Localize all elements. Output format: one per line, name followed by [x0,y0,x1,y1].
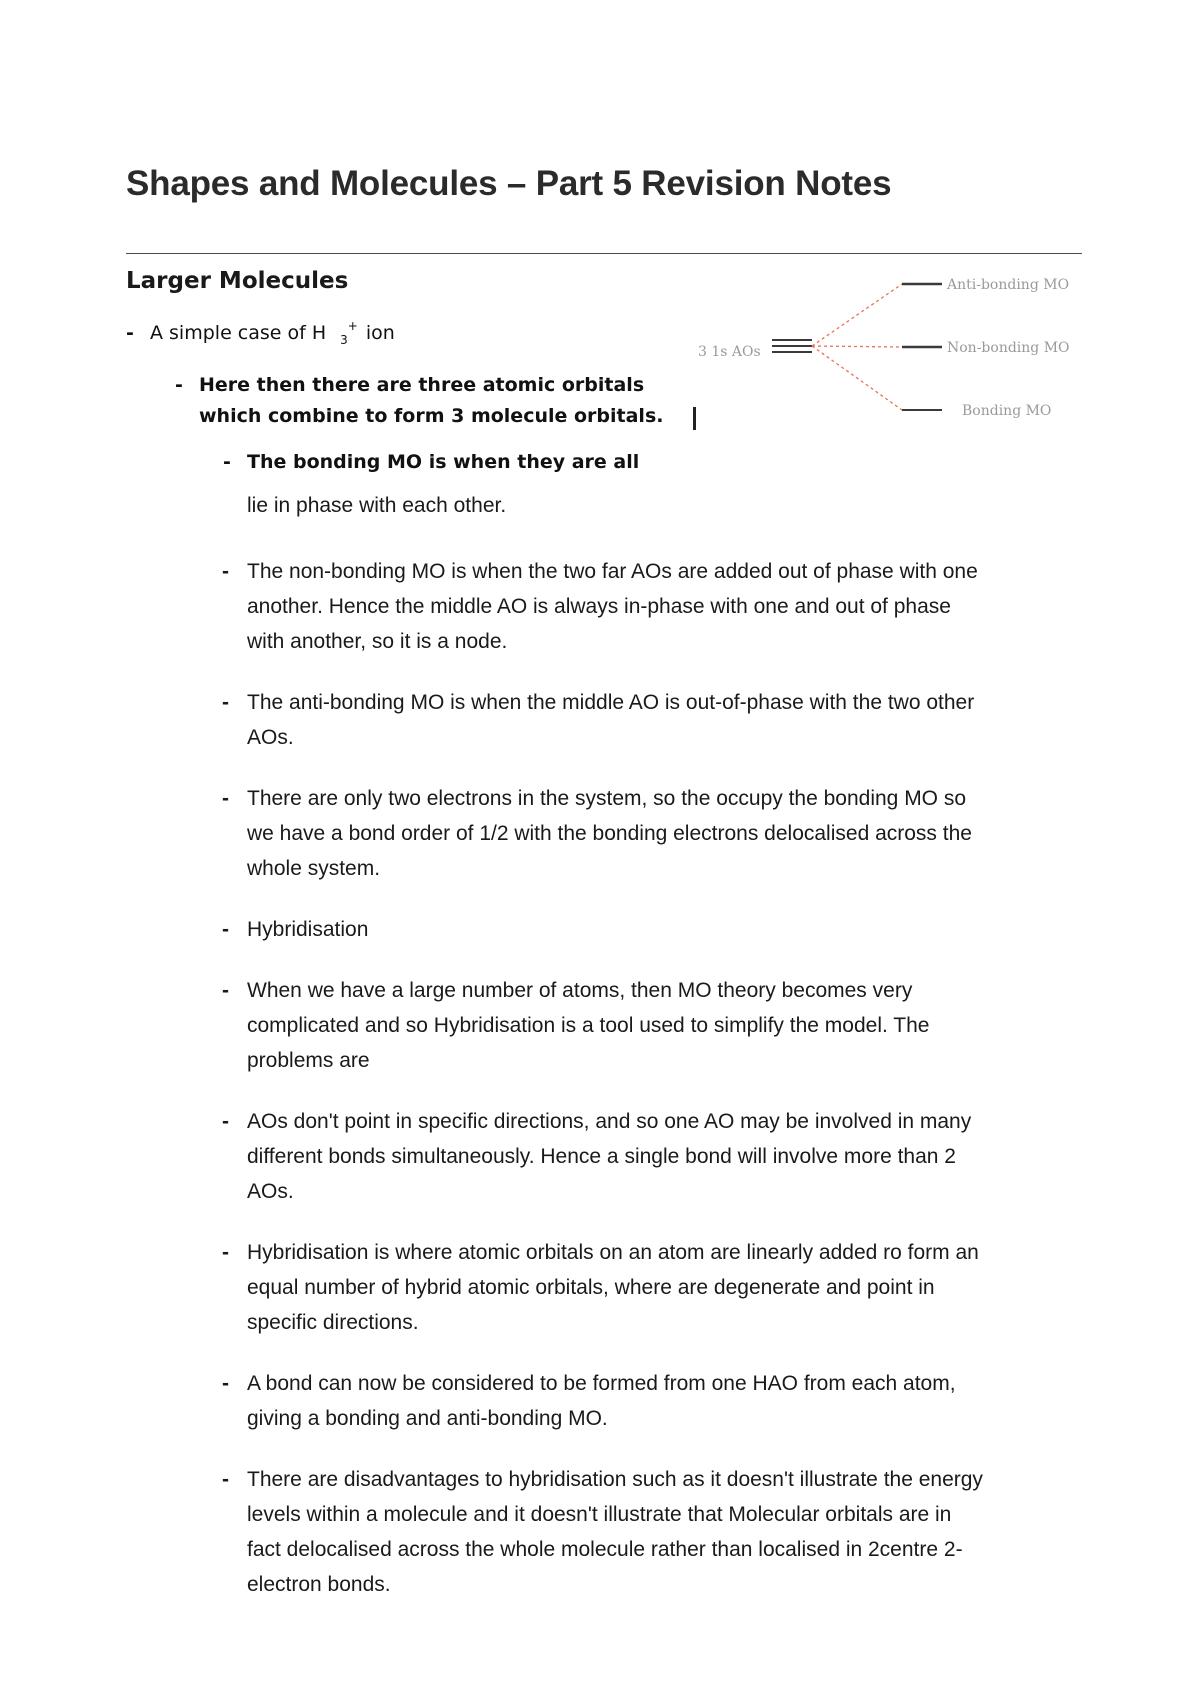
level1-suffix: ion [365,322,395,344]
item-line: AOs don't point in specific directions, and so one AO may be involved in many [247,1110,972,1133]
list-item [222,1462,1102,1602]
bullet-dash: - [126,322,134,344]
item-line: There are disadvantages to hybridisation such as it doesn't illustrate the energy [247,1468,983,1491]
section-heading: Larger Molecules [126,268,349,294]
item-line: another. Hence the middle AO is always in-phase with one and out of phase [247,595,951,618]
bullet-dash: - [222,1110,229,1133]
bullet-dash: - [222,979,229,1002]
list-item [222,1235,1102,1340]
item-line: Hybridisation is where atomic orbitals on an atom are linearly added ro form an [247,1241,979,1264]
item-line: specific directions. [247,1311,419,1334]
item-line: whole system. [247,857,381,880]
level2-line: Here then there are three atomic orbitals [199,374,645,396]
connector-nonbonding [812,346,902,347]
item-line: When we have a large number of atoms, then MO theory becomes very [247,979,913,1002]
item-line: A bond can now be considered to be formed from one HAO from each atom, [247,1372,956,1395]
bullet-dash: - [222,560,229,583]
list-item [222,912,1102,947]
outline-level1 [126,319,395,347]
bullet-dash: - [223,451,231,473]
item-line: levels within a molecule and it doesn't illustrate that Molecular orbitals are in [247,1503,952,1526]
item-line: complicated and so Hybridisation is a tool used to simplify the model. The [247,1014,930,1037]
bonding-label: Bonding MO [962,403,1052,419]
item-line: with another, so it is a node. [247,630,508,653]
bullet-dash: - [222,918,229,941]
item-line: we have a bond order of 1/2 with the bonding electrons delocalised across the [247,822,972,845]
mo-connectors [812,284,902,410]
bullet-dash: - [222,787,229,810]
level1-subscript: 3 [340,333,348,347]
title-divider [126,253,1082,254]
bullet-dash: - [222,1372,229,1395]
level3-text: The bonding MO is when they are all [247,451,640,473]
connector-antibonding [812,284,902,346]
list-item [222,1104,1102,1209]
item-line: equal number of hybrid atomic orbitals, where are degenerate and point in [247,1276,935,1299]
bullet-dash: - [222,1468,229,1491]
level1-superscript: + [347,319,358,333]
bullet-dash: - [222,691,229,714]
list-item [222,1366,1102,1436]
list-item [222,781,1102,886]
bullet-dash: - [175,374,183,396]
item-line: AOs. [247,1180,294,1203]
item-line: giving a bonding and anti-bonding MO. [247,1407,608,1430]
item-line: electron bonds. [247,1573,391,1596]
item-line: AOs. [247,726,294,749]
item-line: The non-bonding MO is when the two far AOs are added out of phase with one [247,560,978,583]
item-line: fact delocalised across the whole molecule rather than localised in 2centre 2- [247,1538,963,1561]
bullet-dash: - [222,1241,229,1264]
list-item [222,685,1102,755]
connector-bonding [812,346,902,410]
item-line: There are only two electrons in the system, so the occupy the bonding MO so [247,787,967,810]
outline-level3 [223,451,640,473]
document-title: Shapes and Molecules – Part 5 Revision Notes [126,164,892,203]
mo-energy-diagram [690,268,1090,430]
level1-prefix: A simple case of H [150,322,327,344]
antibonding-label: Anti-bonding MO [947,277,1070,293]
nonbonding-label: Non-bonding MO [947,340,1070,356]
item-line: different bonds simultaneously. Hence a single bond will involve more than 2 [247,1145,956,1168]
item-line: Hybridisation [247,918,369,941]
item-line: The anti-bonding MO is when the middle AO is out-of-phase with the two other [247,691,975,714]
diagram-left-label: 3 1s AOs [698,344,761,360]
list-item [222,554,1102,659]
ao-levels [772,340,812,352]
list-item [222,973,1102,1078]
notes-list [222,554,1102,1628]
outline-level2 [175,370,664,432]
item-line: problems are [247,1049,370,1072]
level3-continuation: lie in phase with each other. [247,494,507,517]
level2-line: which combine to form 3 molecule orbitals. [199,405,664,427]
